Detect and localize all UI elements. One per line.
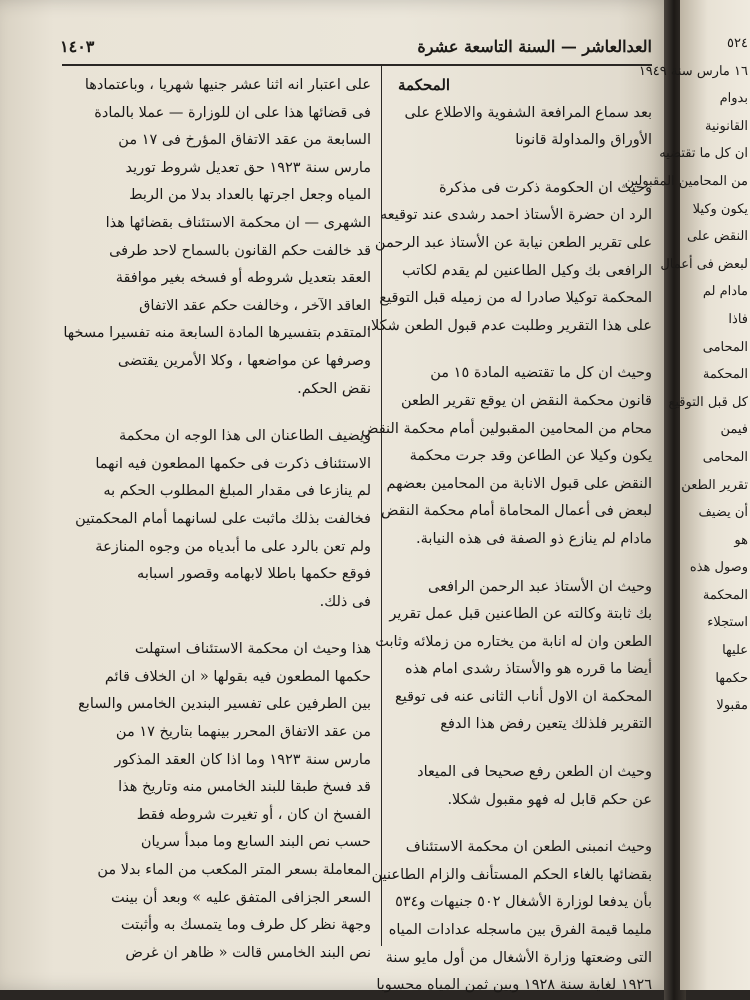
right-column-text-line: بقضائها بالغاء الحكم المستأنف والزام الطاعنين	[371, 866, 652, 883]
right-column-text-line: محام من المحامين المقبولين أمام محكمة النقض	[360, 420, 652, 437]
right-column	[360, 72, 652, 1000]
left-column-text-line: فوقع حكمها باطلا لابهامه وقصور اسبابه	[137, 566, 371, 583]
left-column-text-line: المياه وجعل اجرتها بالعداد بدلا من الربط	[129, 187, 371, 204]
left-column-text-line: فى قضائها هذا على ان للوزارة — عملا بالمادة	[94, 104, 371, 121]
left-column-text-line: مارس سنة ١٩٢٣ وما اذا كان العقد المذكور	[114, 751, 371, 768]
adjacent-page-line: مقبولا	[716, 698, 748, 714]
adjacent-page-line: المحكمة	[702, 587, 748, 603]
left-column-text-line: السعر الجزافى المتفق عليه » وبعد أن بينت	[111, 889, 371, 906]
adjacent-page-line: القانونية	[705, 118, 748, 134]
left-column-text-line: الفسخ ان كان ، أو تغيرت شروطه فقط	[136, 806, 371, 823]
right-column-text	[360, 100, 652, 1000]
adjacent-page-line: مادام لم	[702, 284, 748, 300]
section-heading: المحكمة	[398, 76, 451, 94]
right-column-text-line: التى وضعتها وزارة الأشغال من أول مايو سنة	[385, 949, 652, 966]
right-column-text-line: مادام لم ينازع ذو الصفة فى هذه النيابة.	[416, 530, 652, 547]
left-column-text-line: نقض الحكم.	[297, 380, 371, 397]
right-column-text-line: بك ثابتة وكالته عن الطاعنين قبل عمل تقرير	[389, 606, 652, 623]
left-column-text-line: المتقدم بتفسيرها المادة السابعة منه تفسيرا مسخها	[63, 325, 371, 342]
adjacent-page-line: أن يضيف	[698, 505, 748, 521]
left-column-text-line: حسب نص البند السابع وما مبدأ سريان	[140, 834, 371, 851]
header-title: العدالعاشر — السنة التاسعة عشرة	[417, 36, 652, 56]
right-column-text-line: المحكمة ان الاول أناب الثانى عنه فى توقيع	[395, 688, 652, 705]
adjacent-page-line: فاذا	[728, 311, 748, 327]
adjacent-page-line: ٥٢٤	[727, 36, 748, 51]
left-column-text-line: من عقد الاتفاق المحرر بينهما بتاريخ ١٧ من	[115, 724, 371, 741]
paragraph-gap	[64, 616, 371, 636]
right-column-text-line: بأن يدفعا لوزارة الأشغال ٥٠٢ جنيهات و٥٣٤	[395, 894, 652, 911]
adjacent-page-line: كل قبل التوقيع	[668, 394, 748, 410]
adjacent-page-line: المحكمة	[702, 367, 748, 383]
right-column-text-line: بعد سماع المرافعة الشفوية والاطلاع على	[404, 104, 652, 121]
adjacent-page-line: المحامى	[702, 339, 748, 355]
left-column-text-line: ويضيف الطاعنان الى هذا الوجه ان محكمة	[119, 428, 371, 445]
left-column-text-line: العقد بتعديل شروطه أو فسخه بغير موافقة	[115, 270, 371, 287]
adjacent-page-line: تقرير الطعن	[681, 477, 748, 493]
right-column-text-line: الرد ان حضرة الأستاذ احمد رشدى عند توقيعه	[379, 207, 652, 224]
left-column-text-line: نص البند الخامس قالت « ظاهر ان غرض	[125, 944, 371, 961]
right-column-text-line: قانون محكمة النقض ان يوقع تقرير الطعن	[400, 392, 652, 409]
right-column-text-line: الرافعى بك وكيل الطاعنين لم يقدم لكاتب	[401, 262, 652, 279]
left-column-text-line: السابعة من عقد الاتفاق المؤرخ فى ١٧ من	[118, 132, 371, 149]
adjacent-page-line: من المحامين المقبولين	[624, 173, 748, 189]
left-column-text-line: حكمها المطعون فيه بقولها « ان الخلاف قائم	[104, 668, 371, 685]
left-column-text	[64, 72, 371, 967]
adjacent-page-line: المحامى	[702, 449, 748, 465]
adjacent-page-line: ان كل ما تقتضيه	[659, 146, 748, 162]
adjacent-page-line: بدوام	[719, 91, 748, 107]
adjacent-page-line: النقض على	[686, 229, 748, 245]
left-column-text-line: فخالفت بذلك ماثبت على لسانهما أمام المحكمتين	[75, 510, 371, 527]
left-column	[64, 72, 371, 967]
right-column-text-line: لبعض فى أعمال المحاماة أمام محكمة النقض	[380, 503, 652, 520]
adjacent-page-line: حكمها	[715, 670, 748, 686]
right-column-text-line: وحيث ان الطعن رفع صحيحا فى الميعاد	[417, 764, 652, 781]
left-column-text-line: لم ينازعا فى مقدار المبلغ المطلوب الحكم به	[103, 483, 371, 500]
paragraph-gap	[390, 814, 652, 834]
left-column-text-line: وصرفها عن مواضعها ، وكلا الأمرين يقتضى	[117, 352, 371, 369]
adjacent-page-line: لبعض فى أعمال	[660, 256, 748, 272]
adjacent-page-line: فيمن	[720, 422, 748, 438]
right-column-text-line: النقض على قبول الانابة من المحامين بعضهم	[386, 475, 652, 492]
adjacent-page-line: عليها	[722, 643, 748, 659]
adjacent-page-line: ١٦ مارس سنة ١٩٤٩	[638, 63, 748, 79]
page-number: ١٤٠٣	[60, 36, 95, 56]
left-column-text-line: وجهة نظر كل طرف وما يتمسك به وأثبتت	[120, 917, 371, 934]
left-column-text-line: بين الطرفين على تفسير البندين الخامس والسابع	[78, 696, 371, 713]
header-rule	[62, 64, 652, 66]
paragraph-gap	[390, 554, 652, 574]
right-column-text-line: على هذا التقرير وطلبت عدم قبول الطعن شكلا.	[366, 317, 652, 334]
right-column-text-line: التقرير فلذلك يتعين رفض هذا الدفع	[440, 716, 652, 733]
running-header	[60, 28, 652, 64]
right-column-text-line: المحكمة توكيلا صادرا له من زميله قبل التوقيع	[379, 290, 652, 307]
right-column-text-line: على تقرير الطعن نيابة عن الأستاذ عبد الرحمن	[374, 234, 652, 251]
paragraph-gap	[390, 739, 652, 759]
adjacent-page-line: استجلاء	[707, 615, 748, 631]
left-column-text-line: الشهرى — ان محكمة الاستئناف بقضائها هذا	[105, 214, 371, 231]
right-column-text-line: وحيث ان الحكومة ذكرت فى مذكرة	[438, 179, 652, 196]
adjacent-page-line: وصول هذه	[689, 560, 748, 576]
right-column-text-line: يكون وكيلا عن الطاعن وقد جرت محكمة	[409, 448, 652, 465]
paragraph-gap	[64, 403, 371, 423]
right-column-text-line: الأوراق والمداولة قانونا	[515, 132, 652, 149]
paragraph-gap	[390, 340, 652, 360]
left-column-text-line: فى ذلك.	[319, 593, 371, 610]
adjacent-page-text	[624, 30, 748, 720]
right-column-text-line: مليما قيمة الفرق بين ماسجله عدادات المياه	[388, 922, 652, 939]
adjacent-page-line: هو	[734, 532, 748, 548]
left-column-text-line: المعاملة بسعر المتر المكعب من الماء بدلا من	[97, 862, 371, 879]
paragraph-gap	[390, 155, 652, 175]
right-column-text-line: وحيث انمبنى الطعن ان محكمة الاستئناف	[405, 839, 652, 856]
left-column-text-line: الاستئناف ذكرت فى حكمها المطعون فيه انهما	[95, 455, 371, 472]
right-column-text-line: أيضا ما قرره هو والأستاذ رشدى امام هذه	[404, 661, 652, 678]
adjacent-page-edge	[624, 0, 750, 990]
left-column-text-line: ولم تعن بالرد على ما أبدياه من وجوه المنازعة	[95, 538, 371, 555]
left-column-text-line: هذا وحيث ان محكمة الاستئناف استهلت	[134, 641, 371, 658]
left-column-text-line: قد فسخ طبقا للبند الخامس منه وتاريخ هذا	[118, 779, 371, 796]
right-column-text-line: ١٩٢٦ لغاية سنة ١٩٢٨ وبين ثمن المياه محسوبا	[376, 977, 652, 994]
left-column-text-line: مارس سنة ١٩٢٣ حق تعديل شروط توريد	[125, 159, 371, 176]
left-column-text-line: العاقد الآخر ، وخالفت حكم عقد الاتفاق	[139, 297, 371, 314]
right-column-text-line: وحيث ان الأستاذ عبد الرحمن الرافعى	[428, 578, 652, 595]
left-column-text-line: على اعتبار انه اثنا عشر جنيها شهريا ، وباعتمادها	[84, 77, 371, 93]
right-column-text-line: الطعن وان له انابة من يختاره من زملائه وثابت	[375, 633, 652, 650]
left-column-text-line: قد خالفت حكم القانون بالسماح لاحد طرفى	[109, 242, 371, 259]
right-column-text-line: وحيث ان كل ما تقتضيه المادة ١٥ من	[430, 365, 652, 382]
right-column-text-line: عن حكم قابل له فهو مقبول شكلا.	[447, 791, 652, 808]
adjacent-page-line: يكون وكيلا	[692, 201, 748, 217]
